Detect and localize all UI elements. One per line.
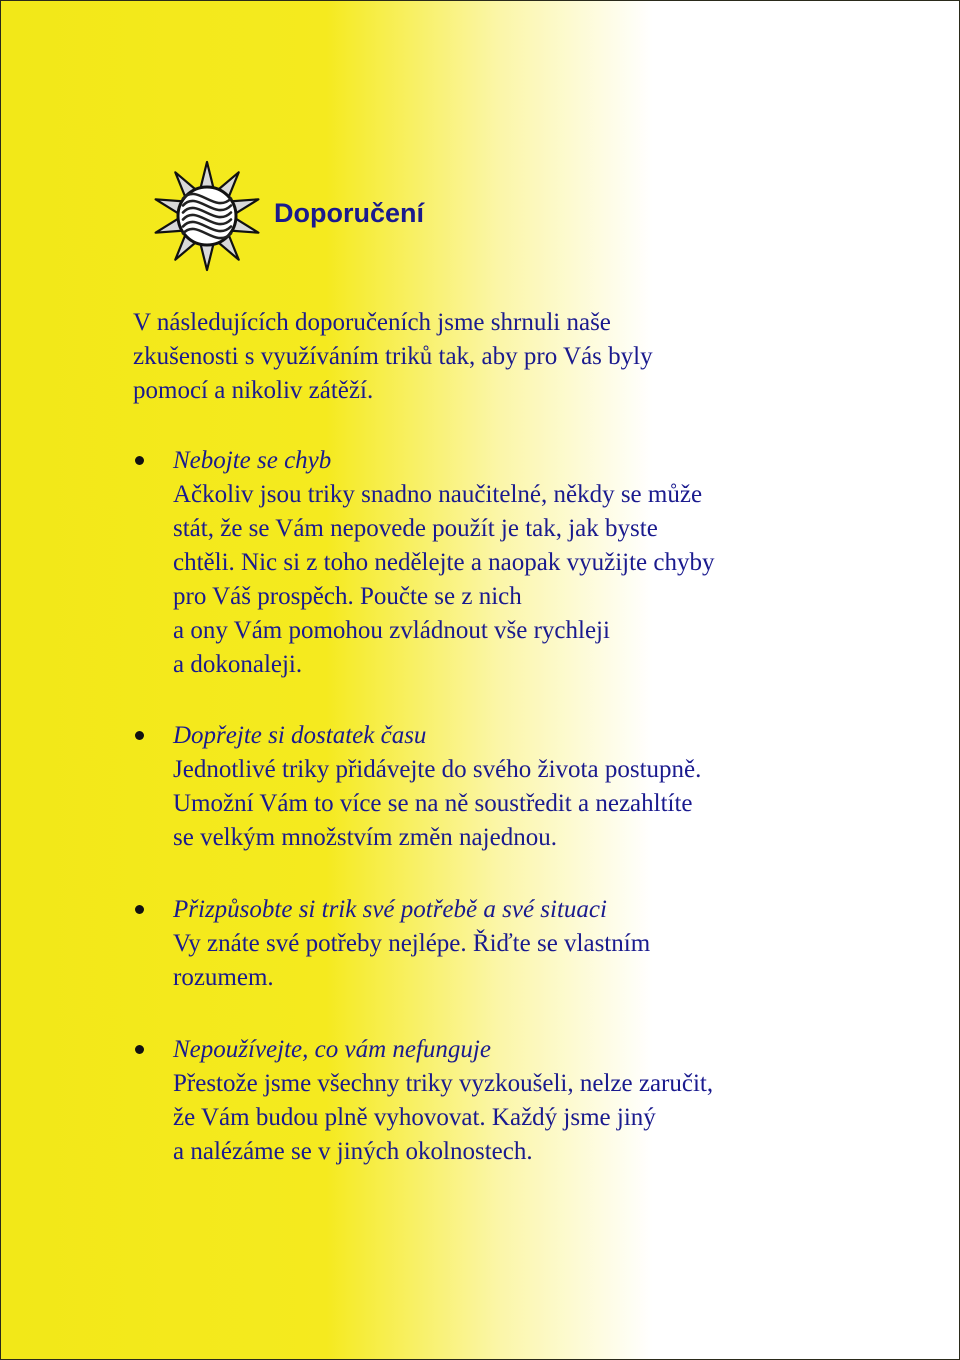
recommendation-title: Nepoužívejte, co vám nefunguje <box>173 1036 491 1063</box>
bullet-icon <box>135 1045 144 1054</box>
sun-spiral-icon <box>150 160 264 272</box>
body-line: Jednotlivé triky přidávejte do svého života postupně. <box>173 756 702 783</box>
recommendation-title: Přizpůsobte si trik své potřebě a své situaci <box>173 896 607 923</box>
intro-line: V následujících doporučeních jsme shrnuli naše <box>133 309 611 336</box>
recommendation-title: Dopřejte si dostatek času <box>173 722 427 749</box>
body-line: rozumem. <box>173 964 274 991</box>
body-line: Ačkoliv jsou triky snadno naučitelné, někdy se může <box>173 481 703 508</box>
recommendation-body <box>173 753 853 855</box>
bullet-icon <box>135 905 144 914</box>
body-line: a ony Vám pomohou zvládnout vše rychleji <box>173 617 610 644</box>
recommendation-body <box>173 1067 853 1169</box>
page-title: Doporučení <box>274 198 425 228</box>
body-line: chtěli. Nic si z toho nedělejte a naopak využijte chyby <box>173 549 715 576</box>
body-line: a dokonaleji. <box>173 651 303 678</box>
body-line: Přestože jsme všechny triky vyzkoušeli, nelze zaručit, <box>173 1070 714 1097</box>
body-line: stát, že se Vám nepovede použít je tak, jak byste <box>173 515 658 542</box>
body-line: a nalézáme se v jiných okolnostech. <box>173 1138 533 1165</box>
bullet-icon <box>135 456 144 465</box>
intro-line: zkušenosti s využíváním triků tak, aby pro Vás byly <box>133 343 653 370</box>
recommendation-item <box>173 1033 853 1169</box>
body-line: že Vám budou plně vyhovovat. Každý jsme jiný <box>173 1104 656 1131</box>
recommendation-title: Nebojte se chyb <box>173 447 332 474</box>
body-line: Umožní Vám to více se na ně soustředit a nezahltíte <box>173 790 693 817</box>
body-line: pro Váš prospěch. Poučte se z nich <box>173 583 522 610</box>
recommendation-body <box>173 927 853 995</box>
body-line: Vy znáte své potřeby nejlépe. Řiďte se vlastním <box>173 930 651 957</box>
intro-line: pomocí a nikoliv zátěží. <box>133 377 374 404</box>
recommendation-item <box>173 893 853 995</box>
recommendation-body <box>173 478 853 682</box>
bullet-icon <box>135 731 144 740</box>
recommendation-item <box>173 444 853 682</box>
body-line: se velkým množstvím změn najednou. <box>173 824 557 851</box>
recommendation-item <box>173 719 853 855</box>
intro-paragraph <box>133 306 833 408</box>
